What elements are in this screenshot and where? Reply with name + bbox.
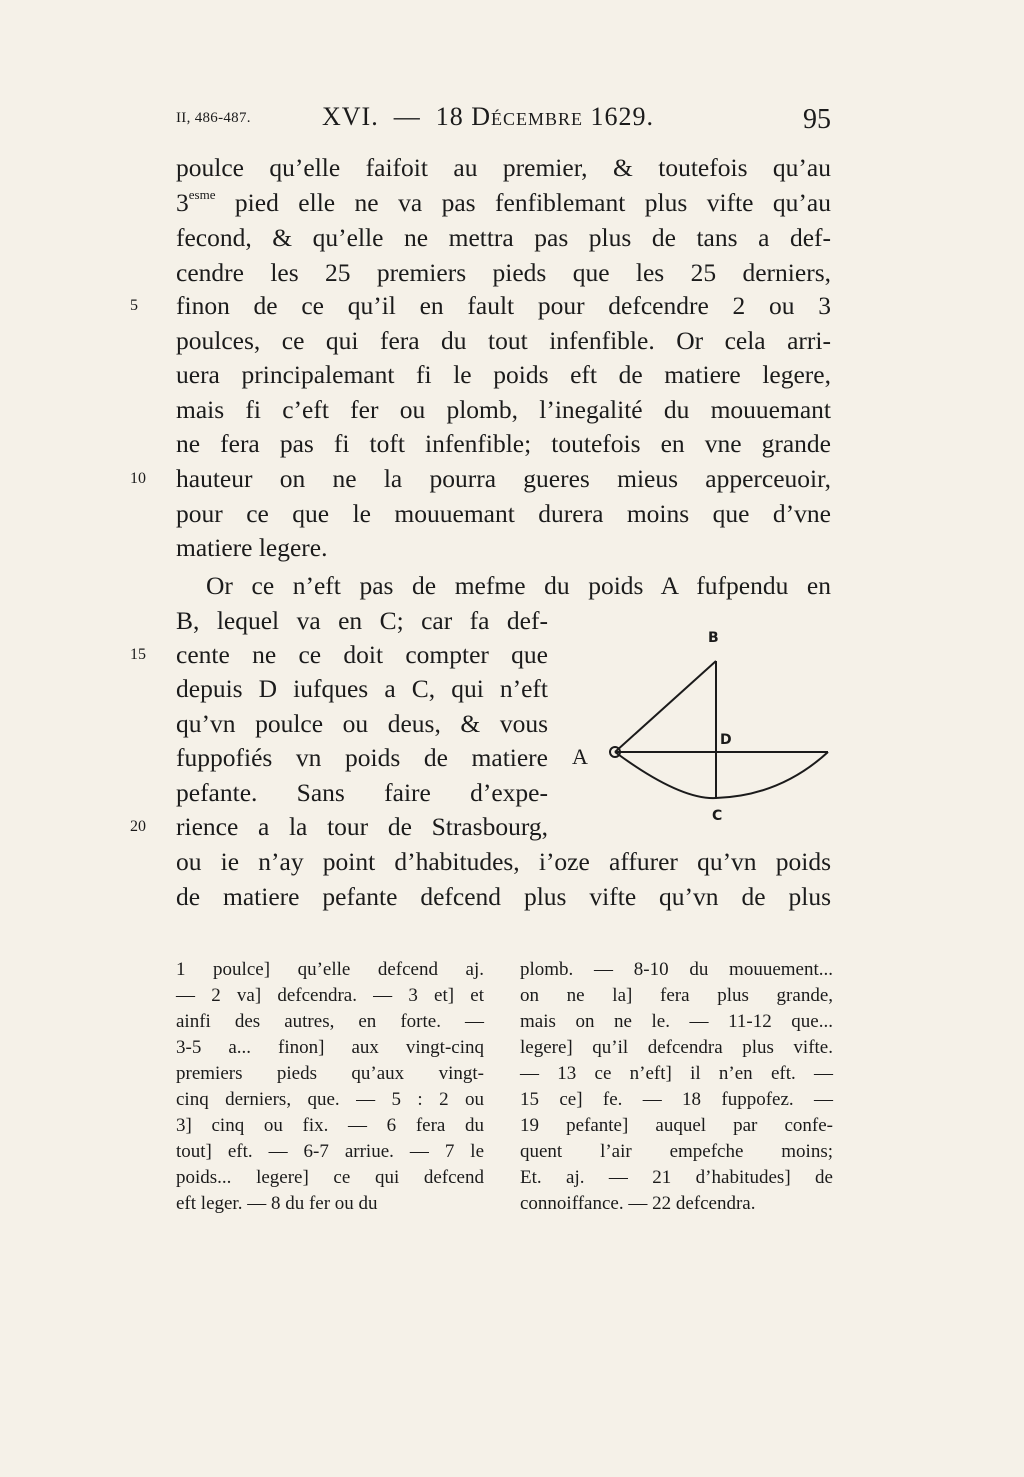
pendulum-diagram xyxy=(570,628,840,828)
line-number: 5 xyxy=(130,297,138,314)
text-line xyxy=(176,462,831,496)
pendulum-figure xyxy=(570,628,840,828)
text-line xyxy=(176,151,831,185)
note-line: 3] cinq ou fix. — 6 fera du xyxy=(176,1115,484,1136)
line-number: 10 xyxy=(130,470,146,487)
line-number: 20 xyxy=(130,818,146,835)
running-header xyxy=(0,102,1024,142)
note-line: premiers pieds qu’aux vingt- xyxy=(176,1063,484,1084)
text-line xyxy=(176,358,831,392)
variant-notes-right xyxy=(520,957,833,1217)
text-line xyxy=(176,672,548,706)
volume-reference: II, 486-487. xyxy=(176,110,251,126)
label-d: D xyxy=(720,732,732,748)
line-text: cendre les 25 premiers pieds que les 25 derniers, xyxy=(176,258,831,287)
note-line: — 13 ce n’eft] il n’en eft. — xyxy=(520,1063,833,1084)
note-line: cinq derniers, que. — 5 : 2 ou xyxy=(176,1089,484,1110)
note-line: eft leger. — 8 du fer ou du xyxy=(176,1193,378,1214)
ordinal-suffix: esme xyxy=(188,186,216,202)
note-line: — 2 va] defcendra. — 3 et] et xyxy=(176,985,484,1006)
text-line xyxy=(176,427,831,461)
variant-notes-left xyxy=(176,957,484,1217)
text-line xyxy=(176,845,831,879)
line-text: ou ie n’ay point d’habitudes, i’oze affurer qu’vn poids xyxy=(176,847,831,876)
text-line xyxy=(176,324,831,358)
ordinal-number: 3 xyxy=(176,188,189,217)
text-line xyxy=(176,289,831,323)
line-text: matiere legere. xyxy=(176,533,328,562)
line-text: rience a la tour de Strasbourg, xyxy=(176,812,548,841)
text-line xyxy=(176,810,548,844)
note-line: Et. aj. — 21 d’habitudes] de xyxy=(520,1167,833,1188)
line-text: fuppofiés vn poids de matiere xyxy=(176,743,548,772)
line-text: ne fera pas fi toft infenfible; toutefois en vne grande xyxy=(176,429,831,458)
line-number: 15 xyxy=(130,646,146,663)
line-text: pour ce que le mouuemant durera moins que d’vne xyxy=(176,499,831,528)
label-a: A xyxy=(572,744,588,769)
line-text: Or ce n’eft pas de mefme du poids A fufpendu en xyxy=(206,571,831,600)
text-line xyxy=(176,880,831,914)
letter-month: Décembre xyxy=(471,102,584,131)
text-line xyxy=(176,256,831,290)
note-line: mais on ne le. — 11-12 que... xyxy=(520,1011,833,1032)
text-line xyxy=(176,638,548,672)
label-c: C xyxy=(712,808,723,824)
note-line: legere] qu’il defcendra plus vifte. xyxy=(520,1037,833,1058)
label-b: B xyxy=(708,630,719,646)
text-line xyxy=(176,221,831,255)
note-line: poids... legere] ce qui defcend xyxy=(176,1167,484,1188)
note-line: quent l’air empefche moins; xyxy=(520,1141,833,1162)
line-text: pefante. Sans faire d’expe- xyxy=(176,778,548,807)
line-text: hauteur on ne la pourra gueres mieus apperceuoir, xyxy=(176,464,831,493)
text-line xyxy=(176,604,548,638)
note-line: 1 poulce] qu’elle defcend aj. xyxy=(176,959,484,980)
line-text: finon de ce qu’il en fault pour defcendre 2 ou 3 xyxy=(176,291,831,320)
line-text: poulce qu’elle faifoit au premier, & toutefois qu’au xyxy=(176,153,831,182)
line-text: depuis D iufques a C, qui n’eft xyxy=(176,674,548,703)
line-text: qu’vn poulce ou deus, & vous xyxy=(176,709,548,738)
line-text: uera principalemant fi le poids eft de matiere legere, xyxy=(176,360,831,389)
text-line xyxy=(176,186,831,220)
line-text: pied elle ne va pas fenfiblemant plus vifte qu’au xyxy=(215,188,831,217)
note-line: tout] eft. — 6-7 arriue. — 7 le xyxy=(176,1141,484,1162)
text-line xyxy=(206,569,831,603)
note-line: on ne la] fera plus grande, xyxy=(520,985,833,1006)
string-line-ab xyxy=(615,661,716,752)
line-text: mais fi c’eft fer ou plomb, l’inegalité du mouuemant xyxy=(176,395,831,424)
note-line: ainfi des autres, en forte. — xyxy=(176,1011,484,1032)
page-number: 95 xyxy=(803,104,831,135)
letter-number: XVI. xyxy=(322,102,379,131)
note-line: 15 ce] fe. — 18 fuppofez. — xyxy=(520,1089,833,1110)
line-text: B, lequel va en C; car fa def- xyxy=(176,606,548,635)
title-dash: — xyxy=(393,102,421,131)
letter-day: 18 xyxy=(435,102,464,131)
line-text: fecond, & qu’elle ne mettra pas plus de tans a def- xyxy=(176,223,831,252)
note-line: 3-5 a... finon] aux vingt-cinq xyxy=(176,1037,484,1058)
text-line xyxy=(176,776,548,810)
line-text: cente ne ce doit compter que xyxy=(176,640,548,669)
text-line xyxy=(176,497,831,531)
letter-title xyxy=(322,102,654,132)
text-line xyxy=(176,531,831,565)
note-line: plomb. — 8-10 du mouuement... xyxy=(520,959,833,980)
text-line xyxy=(176,741,548,775)
letter-year: 1629. xyxy=(590,102,655,131)
text-line xyxy=(176,393,831,427)
note-line: 19 pefante] auquel par confe- xyxy=(520,1115,833,1136)
note-line: connoiffance. — 22 defcendra. xyxy=(520,1193,756,1214)
arc-path xyxy=(615,752,828,798)
line-text: poulces, ce qui fera du tout infenfible. Or cela arri- xyxy=(176,326,831,355)
line-text: de matiere pefante defcend plus vifte qu’vn de plus xyxy=(176,882,831,911)
text-line xyxy=(176,707,548,741)
